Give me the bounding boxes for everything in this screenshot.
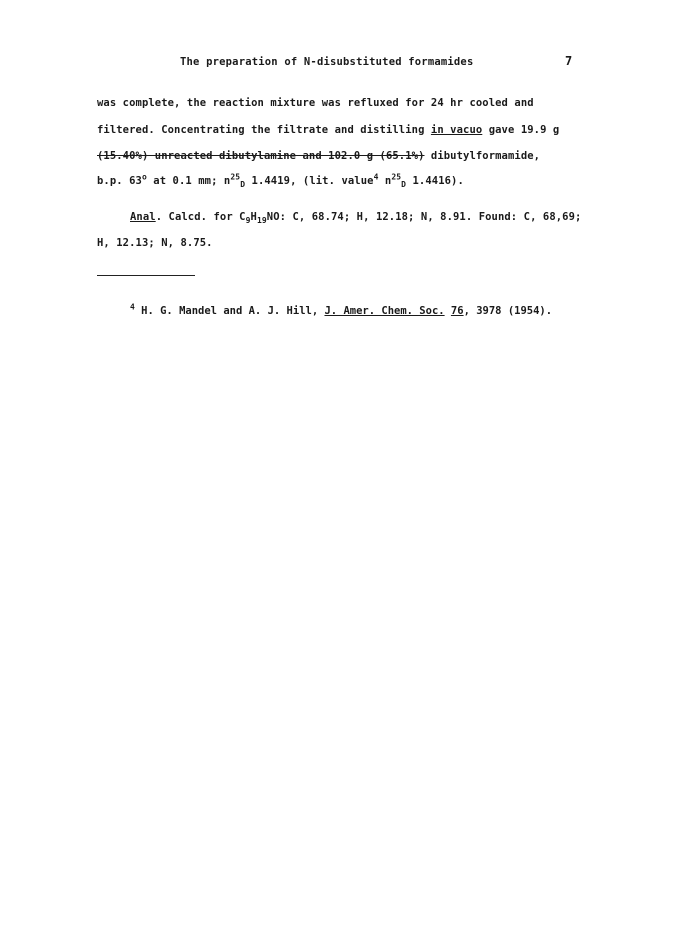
pressure-text: at 0.1 mm; n [146,175,231,187]
bp-text: b.p. 63 [97,175,142,187]
body-line-1 [97,97,534,109]
n-text: n [378,175,392,187]
analysis-line-1 [130,211,582,226]
body-line-4 [97,172,464,190]
body-line-3 [97,150,540,162]
footnote-rest: , 3978 (1954). [463,305,553,317]
analysis-line-2 [97,237,213,249]
h-text: H [250,211,257,223]
footnote-volume: 76 [450,305,464,317]
struck-text: (15.40%) unreacted dibutylamine and 102.0 g (65.1%) [97,150,425,162]
body-line-1-text: was complete, the reaction mixture was refluxed for 24 hr cooled and [97,97,534,109]
running-title: The preparation of N-disubstituted formamides [180,56,474,68]
ref-sup: 4 [373,172,379,182]
temp-sup-2: 25 [391,172,402,182]
index-text: 1.4419, (lit. value [245,175,374,187]
c-sub: 9 [245,216,251,226]
footnote-journal: J. Amer. Chem. Soc. [324,305,445,317]
footnote-divider [97,275,195,276]
d-sub-2: D [401,180,407,190]
anal-label: Anal [130,211,156,223]
body-line-2 [97,124,559,136]
footnote-marker: 4 [130,302,135,312]
body-line-2-text: filtered. Concentrating the filtrate and distilling [97,124,431,136]
footnote-authors: H. G. Mandel and A. J. Hill, [134,305,325,317]
h-sub: 19 [256,216,267,226]
degree-sup: o [141,172,147,182]
calcd-text: . Calcd. for C [155,211,246,223]
in-vacuo-italic: in vacuo [430,124,483,136]
page-number: 7 [565,54,573,68]
lit-index-text: 1.4416). [406,175,464,187]
body-line-3-end: dibutylformamide, [424,150,541,162]
temp-sup-1: 25 [230,172,241,182]
body-line-2-end: gave 19.9 g [482,124,560,136]
analysis-values-2: H, 12.13; N, 8.75. [97,237,213,249]
d-sub-1: D [240,180,246,190]
footnote [130,302,553,317]
analysis-values: NO: C, 68.74; H, 12.18; N, 8.91. Found: C, 68,69; [266,211,582,223]
